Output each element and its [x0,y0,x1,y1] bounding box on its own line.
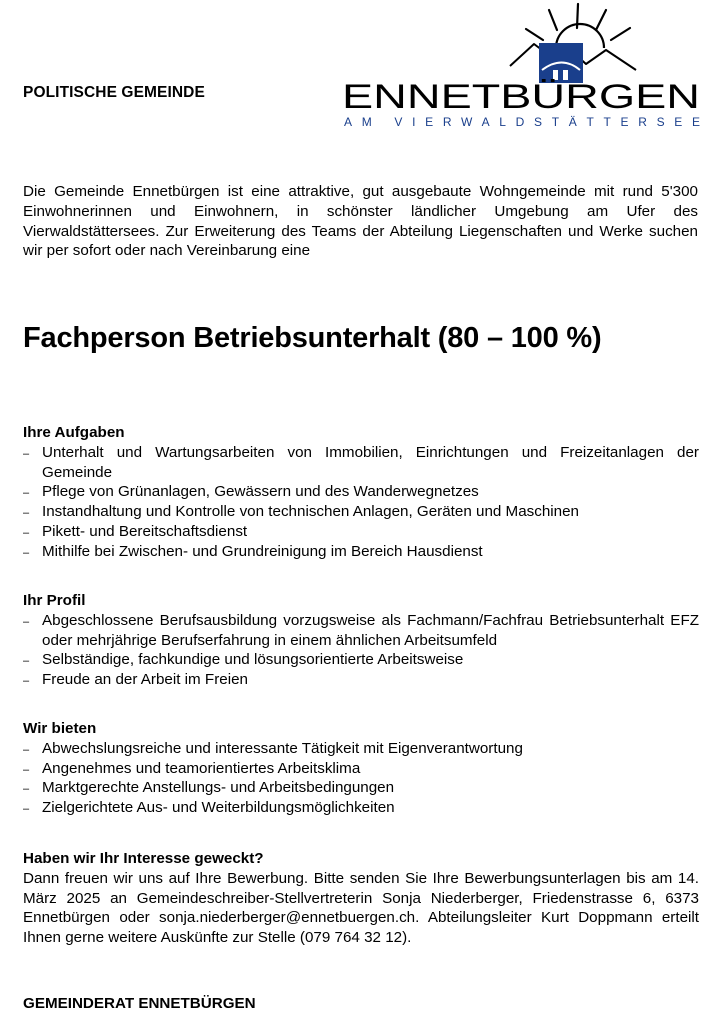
list-item [23,739,699,759]
logo-name: ENNETBÜRGEN [342,78,700,116]
list-item-text: Mithilfe bei Zwischen- und Grundreinigung im Bereich Hausdienst [42,542,483,560]
list-item [23,443,699,483]
dash-bullet: – [23,655,30,668]
contact-title: Haben wir Ihr Interesse geweckt? [23,850,264,867]
dash-bullet: – [23,803,30,816]
section-contact [23,849,699,948]
dash-bullet: – [23,507,30,520]
dash-bullet: – [23,546,30,559]
dash-bullet: – [23,447,30,460]
list-item-text: Freude an der Arbeit im Freien [42,671,248,689]
dash-bullet: – [23,487,30,500]
list-item [23,482,699,502]
section-profile [23,591,699,690]
list-item [23,502,699,522]
job-title: Fachperson Betriebsunterhalt (80 – 100 %) [23,322,602,354]
list-item [23,522,699,542]
list-item-text: Marktgerechte Anstellungs- und Arbeitsbedingungen [42,779,395,797]
logo-tagline: AM VIERWALDSTÄTTERSEE [344,115,700,129]
task-list [23,443,699,562]
dash-bullet: – [23,783,30,796]
offer-list [23,739,699,818]
dash-bullet: – [23,615,30,628]
org-label: POLITISCHE GEMEINDE [23,84,205,101]
list-item-text: Angenehmes und teamorientiertes Arbeitsklima [42,759,361,777]
section-title: Ihr Profil [23,592,86,609]
section-title: Wir bieten [23,720,97,737]
list-item [23,778,699,798]
list-item-text: Abgeschlossene Berufsausbildung vorzugsweise als Fachmann/Fachfrau Betriebsunterhalt EFZ oder mehrjährige Berufserfahrung in einem ähnlichen Arbeitsumfeld [42,611,699,649]
section-offer [23,719,699,818]
dash-bullet: – [23,526,30,539]
list-item-text: Selbständige, fachkundige und lösungsorientierte Arbeitsweise [42,651,464,669]
dash-bullet: – [23,743,30,756]
list-item-text: Pikett- und Bereitschaftsdienst [42,522,248,540]
list-item [23,542,699,562]
dash-bullet: – [23,763,30,776]
intro-paragraph: Die Gemeinde Ennetbürgen ist eine attraktive, gut ausgebaute Wohngemeinde mit rund 5'300 Einwohnerinnen und Einwohnern, in schönster ländlicher Umgebung am Ufer des Vierwaldstättersees. Zur Erweiterung des Teams der Abteilung Liegenschaften und Werke suchen wir per sofort oder nach Vereinbarung eine [23,183,698,260]
list-item-text: Instandhaltung und Kontrolle von technischen Anlagen, Geräten und Maschinen [42,503,580,521]
ennetbuergen-logo [330,0,705,135]
list-item [23,611,699,651]
list-item [23,650,699,670]
list-item [23,670,699,690]
list-item-text: Zielgerichtete Aus- und Weiterbildungsmöglichkeiten [42,799,395,817]
list-item [23,798,699,818]
list-item-text: Unterhalt und Wartungsarbeiten von Immobilien, Einrichtungen und Freizeitanlagen der Gemeinde [42,443,699,481]
signoff: GEMEINDERAT ENNETBÜRGEN [23,995,256,1012]
list-item [23,759,699,779]
sun-icon [510,4,636,83]
contact-text: Dann freuen wir uns auf Ihre Bewerbung. Bitte senden Sie Ihre Bewerbungsunterlagen bis am 14. März 2025 an Gemeindeschreiber-Stellvertreterin Sonja Niederberger, Friedenstrasse 6, 6373 Ennetbürgen oder sonja.niederberger@ennetbuergen.ch. Abteilungsleiter Kurt Doppmann erteilt Ihnen gerne weitere Auskünfte zur Stelle (079 764 32 12). [23,869,699,947]
profile-list [23,611,699,690]
section-tasks [23,423,699,562]
list-item-text: Abwechslungsreiche und interessante Tätigkeit mit Eigenverantwortung [42,739,523,757]
list-item-text: Pflege von Grünanlagen, Gewässern und des Wanderwegnetzes [42,483,479,501]
section-title: Ihre Aufgaben [23,424,125,441]
dash-bullet: – [23,675,30,688]
